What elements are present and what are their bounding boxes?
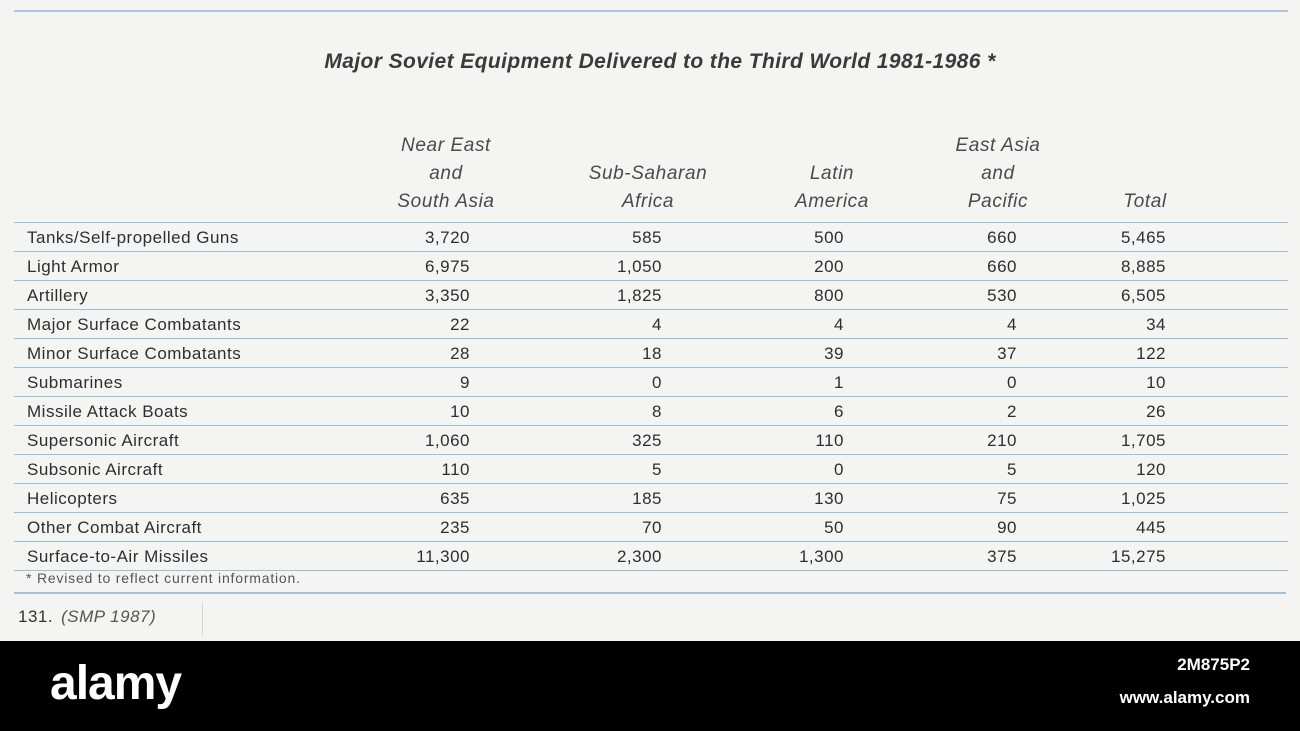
latin-america-value: 0 [834,460,844,479]
column-header-line: America [795,191,869,212]
column-header-line: East Asia [955,135,1041,156]
column-header-line: Africa [621,191,675,212]
east-asia-value: 4 [1007,315,1017,334]
column-header-line: Total [1123,191,1167,212]
table-row [0,281,1300,310]
table-row [0,426,1300,455]
latin-america-value: 39 [824,344,844,363]
sub-saharan-value: 2,300 [616,547,662,566]
watermark-image-id: 2M875P2 [1177,655,1250,674]
east-asia-value: 5 [1007,460,1017,479]
east-asia-value: 375 [987,547,1017,566]
latin-america-value: 130 [814,489,844,508]
column-header-line: Pacific [967,191,1029,212]
row-label: Major Surface Combatants [27,315,242,334]
latin-america-value: 200 [814,257,844,276]
row-label: Minor Surface Combatants [27,344,242,363]
near-east-value: 235 [440,518,470,537]
near-east-value: 9 [460,373,470,392]
row-label: Light Armor [27,257,120,276]
table-row [0,397,1300,426]
bottom-rule [14,592,1286,594]
table-row [0,455,1300,484]
table-row [0,513,1300,542]
latin-america-value: 500 [814,228,844,247]
footnote: * Revised to reflect current information. [26,570,301,586]
near-east-value: 110 [441,460,470,479]
near-east-value: 6,975 [424,257,470,276]
east-asia-value: 530 [987,286,1017,305]
table-row [0,542,1300,571]
row-label: Missile Attack Boats [27,402,189,421]
latin-america-value: 110 [815,431,844,450]
row-label: Tanks/Self-propelled Guns [27,228,239,247]
latin-america-value: 1 [834,373,844,392]
sub-saharan-value: 8 [652,402,662,421]
column-header-latin-america [770,160,894,216]
total-value: 1,705 [1120,431,1166,450]
total-value: 5,465 [1120,228,1166,247]
east-asia-value: 660 [987,228,1017,247]
column-header-line: South Asia [397,191,495,212]
table-row [0,368,1300,397]
total-value: 6,505 [1120,286,1166,305]
total-value: 26 [1146,402,1166,421]
total-value: 120 [1136,460,1166,479]
page-number-block [18,607,156,627]
watermark-logo: alamy [50,657,182,710]
column-header-total [1100,188,1190,216]
row-label: Artillery [27,286,89,305]
sub-saharan-value: 0 [652,373,662,392]
total-value: 445 [1136,518,1166,537]
east-asia-value: 37 [997,344,1017,363]
total-value: 8,885 [1120,257,1166,276]
east-asia-value: 90 [997,518,1017,537]
near-east-value: 3,350 [424,286,470,305]
sub-saharan-value: 5 [652,460,662,479]
sub-saharan-value: 325 [632,431,662,450]
table-row [0,484,1300,513]
total-value: 122 [1136,344,1166,363]
total-value: 1,025 [1120,489,1166,508]
column-header-line: Sub-Saharan [588,163,708,184]
sub-saharan-value: 1,050 [616,257,662,276]
table-row [0,339,1300,368]
total-value: 10 [1146,373,1166,392]
near-east-value: 28 [450,344,470,363]
east-asia-value: 2 [1007,402,1017,421]
latin-america-value: 50 [824,518,844,537]
sub-saharan-value: 185 [632,489,662,508]
near-east-value: 635 [440,489,470,508]
latin-america-value: 800 [814,286,844,305]
citation: (SMP 1987) [61,607,157,626]
east-asia-value: 210 [987,431,1017,450]
row-label: Helicopters [27,489,118,508]
sub-saharan-value: 18 [642,344,662,363]
sub-saharan-value: 585 [632,228,662,247]
total-value: 15,275 [1111,547,1166,566]
latin-america-value: 1,300 [798,547,844,566]
row-label: Other Combat Aircraft [27,518,202,537]
near-east-value: 1,060 [424,431,470,450]
table-title: Major Soviet Equipment Delivered to the Third World 1981-1986 * [324,50,996,73]
watermark-site: www.alamy.com [1119,688,1250,707]
column-header-line: Near East [401,135,491,156]
latin-america-value: 6 [834,402,844,421]
table-row [0,252,1300,281]
sub-saharan-value: 70 [642,518,662,537]
row-label: Surface-to-Air Missiles [27,547,209,566]
column-header-near-east [376,132,516,216]
page-number-divider [202,602,203,636]
east-asia-value: 0 [1007,373,1017,392]
column-header-line: and [429,163,463,184]
top-rule [14,10,1288,12]
sub-saharan-value: 1,825 [616,286,662,305]
watermark-bar [0,641,1300,731]
column-header-sub-saharan-africa [565,160,731,216]
row-label: Submarines [27,373,123,392]
total-value: 34 [1146,315,1166,334]
row-label: Supersonic Aircraft [27,431,180,450]
east-asia-value: 75 [997,489,1017,508]
near-east-value: 11,300 [416,547,470,566]
near-east-value: 22 [450,315,470,334]
page-number: 131. [18,607,54,626]
table-row [0,223,1300,252]
table-row [0,310,1300,339]
latin-america-value: 4 [834,315,844,334]
near-east-value: 10 [450,402,470,421]
east-asia-value: 660 [987,257,1017,276]
column-header-line: and [981,163,1015,184]
near-east-value: 3,720 [424,228,470,247]
column-header-east-asia-pacific [935,132,1061,216]
row-label: Subsonic Aircraft [27,460,164,479]
sub-saharan-value: 4 [652,315,662,334]
column-header-line: Latin [809,163,855,184]
